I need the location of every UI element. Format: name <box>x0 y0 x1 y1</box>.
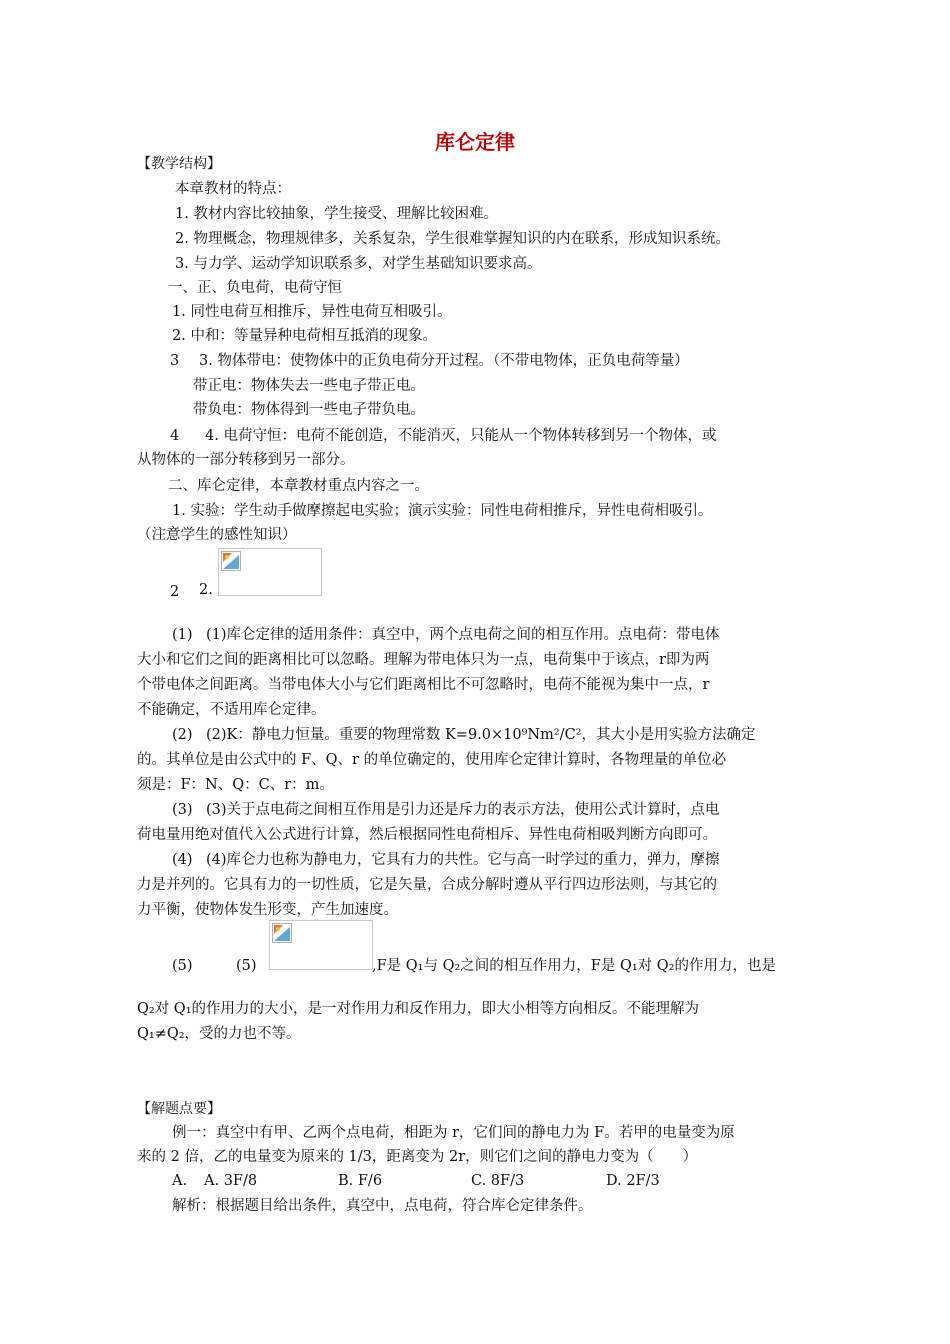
point-1-line-4: 不能确定，不适用库仑定律。 <box>137 702 326 718</box>
section-1-item-4-number: 4 <box>170 428 180 444</box>
point-5-line-2: Q₂对 Q₁的作用力的大小，是一对作用力和反作用力，即大小相等方向相反。不能理解为 <box>137 1001 700 1017</box>
positive-charge-line: 带正电：物体失去一些电子带正电。 <box>193 378 425 394</box>
option-a-number: A. <box>172 1173 188 1189</box>
section-2-item-1-line-1: 1. 实验：学生动手做摩擦起电实验；演示实验：同性电荷相推斥，异性电荷相吸引。 <box>172 503 713 519</box>
point-5-label: (5) <box>236 958 257 974</box>
option-a: A. 3F/8 <box>204 1173 258 1189</box>
analysis-line: 解析：根据题目给出条件，真空中，点电荷，符合库仑定律条件。 <box>172 1198 593 1214</box>
coulomb-formula-image-placeholder <box>269 920 373 970</box>
point-4-line-2: 力是并列的。它具有力的一切性质，它是矢量，合成分解时遵从平行四边形法则，与其它的 <box>137 877 717 893</box>
point-5-number: (5) <box>172 958 193 974</box>
point-3-number: (3) <box>172 802 193 818</box>
section-1-item-2: 2. 中和：等量异种电荷相互抵消的现象。 <box>172 328 437 344</box>
section-2-item-2-label: 2. <box>199 582 213 598</box>
broken-image-icon <box>272 923 292 943</box>
point-5-line-1: ,F是 Q₁与 Q₂之间的相互作用力，F是 Q₁对 Q₂的作用力，也是 <box>372 958 776 974</box>
negative-charge-line: 带负电：物体得到一些电子带负电。 <box>193 402 425 418</box>
point-2-number: (2) <box>172 727 193 743</box>
option-d: D. 2F/3 <box>606 1173 660 1189</box>
broken-image-icon <box>221 551 241 571</box>
formula-image-placeholder <box>218 548 322 596</box>
section-teaching-structure: 【教学结构】 <box>137 156 221 172</box>
section-1-item-4-line-1: 4. 电荷守恒：电荷不能创造，不能消灭，只能从一个物体转移到另一个物体，或 <box>205 428 717 444</box>
example-1-line-2: 来的 2 倍，乙的电量变为原来的 1/3，距离变为 2r，则它们之间的静电力变为（ ） <box>137 1149 698 1165</box>
point-2-line-3: 须是：F：N、Q：C、r：m。 <box>137 777 334 793</box>
example-1-line-1: 例一：真空中有甲、乙两个点电荷，相距为 r，它们间的静电力为 F。若甲的电量变为原 <box>172 1125 735 1141</box>
section-1-item-1: 1. 同性电荷互相推斥，异性电荷互相吸引。 <box>172 304 452 320</box>
section-1-item-4-line-2: 从物体的一部分转移到另一部分。 <box>137 452 355 468</box>
section-solving-points: 【解题点要】 <box>137 1101 221 1117</box>
feature-1: 1. 教材内容比较抽象，学生接受、理解比较困难。 <box>175 206 498 222</box>
point-3-line-2: 荷电量用绝对值代入公式进行计算，然后根据同性电荷相斥、异性电荷相吸判断方向即可。 <box>137 827 717 843</box>
option-b: B. F/6 <box>338 1173 383 1189</box>
section-2-heading: 二、库仑定律，本章教材重点内容之一。 <box>168 478 429 494</box>
feature-3: 3. 与力学、运动学知识联系多，对学生基础知识要求高。 <box>175 256 542 272</box>
section-1-heading: 一、正、负电荷，电荷守恒 <box>168 280 342 296</box>
section-1-item-3: 3. 物体带电：使物体中的正负电荷分开过程。（不带电物体，正负电荷等量） <box>199 353 689 369</box>
point-2-line-1: (2)K：静电力恒量。重要的物理常数 K=9.0×10⁹Nm²/C²，其大小是用实验方法确定 <box>206 727 756 743</box>
point-1-line-2: 大小和它们之间的距离相比可以忽略。理解为带电体只为一点，电荷集中于该点，r即为两 <box>137 652 710 668</box>
intro-line: 本章教材的特点： <box>175 181 291 197</box>
section-2-item-1-line-2: （注意学生的感性知识） <box>137 527 297 543</box>
option-c: C. 8F/3 <box>471 1173 525 1189</box>
section-2-item-2-number: 2 <box>170 584 180 600</box>
point-4-number: (4) <box>172 852 193 868</box>
point-3-line-1: (3)关于点电荷之间相互作用是引力还是斥力的表示方法，使用公式计算时，点电 <box>206 802 720 818</box>
point-1-line-1: (1)库仑定律的适用条件：真空中，两个点电荷之间的相互作用。点电荷：带电体 <box>206 627 720 643</box>
point-1-number: (1) <box>172 627 193 643</box>
point-4-line-3: 力平衡，使物体发生形变，产生加速度。 <box>137 902 398 918</box>
point-4-line-1: (4)库仑力也称为静电力，它具有力的共性。它与高一时学过的重力，弹力，摩擦 <box>206 852 720 868</box>
point-1-line-3: 个带电体之间距离。当带电体大小与它们距离相比不可忽略时，电荷不能视为集中一点，r <box>137 677 710 693</box>
page-title: 库仑定律 <box>435 130 515 154</box>
point-2-line-2: 的。其单位是由公式中的 F、Q、r 的单位确定的，使用库仑定律计算时，各物理量的单位必 <box>137 752 727 768</box>
point-5-line-3: Q₁≠Q₂，受的力也不等。 <box>137 1026 301 1042</box>
section-1-item-3-number: 3 <box>170 353 180 369</box>
feature-2: 2. 物理概念，物理规律多，关系复杂，学生很难掌握知识的内在联系，形成知识系统。 <box>175 231 730 247</box>
